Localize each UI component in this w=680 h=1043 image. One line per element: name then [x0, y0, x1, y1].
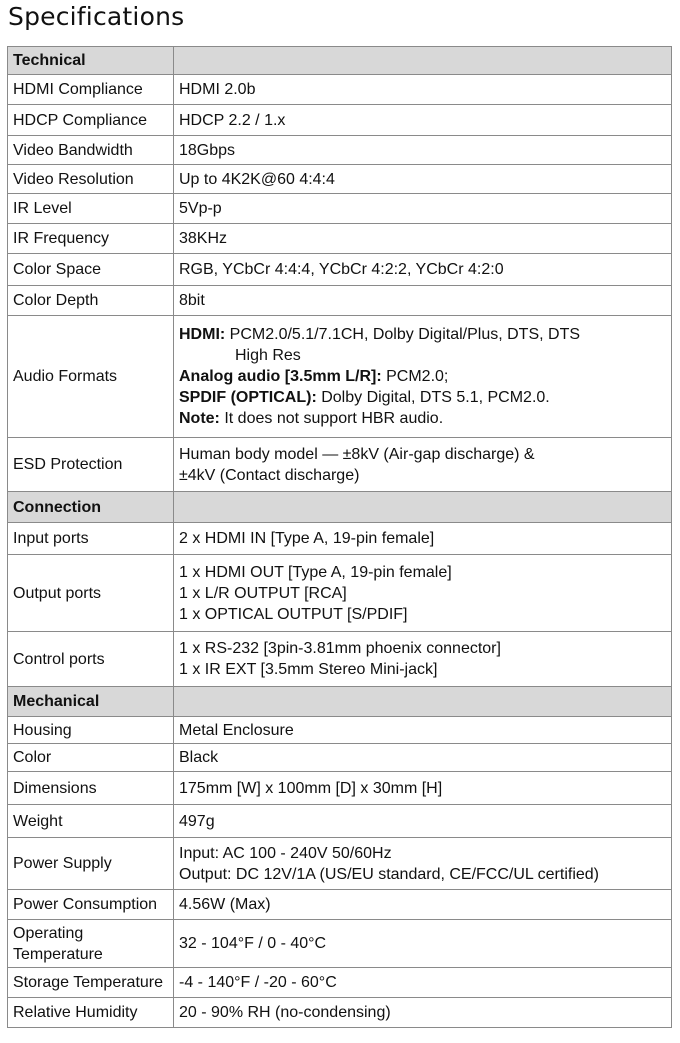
spec-label: Audio Formats: [8, 316, 174, 438]
spec-value: 18Gbps: [174, 136, 672, 165]
spec-value: 175mm [W] x 100mm [D] x 30mm [H]: [174, 772, 672, 805]
section-title: Connection: [8, 492, 174, 523]
operating-temp-label-1: Operating: [13, 924, 84, 942]
spec-value: [174, 316, 672, 438]
control-port-line: 1 x IR EXT [3.5mm Stereo Mini-jack]: [179, 661, 438, 678]
output-port-line: 1 x OPTICAL OUTPUT [S/PDIF]: [179, 605, 408, 623]
table-row: [8, 805, 672, 838]
spec-label: ESD Protection: [8, 438, 174, 492]
spec-label: Control ports: [8, 632, 174, 687]
spec-value: Black: [174, 744, 672, 772]
spec-value: 32 - 104°F / 0 - 40°C: [174, 920, 672, 968]
spec-value: 20 - 90% RH (no-condensing): [174, 998, 672, 1028]
spec-label: Video Bandwidth: [8, 136, 174, 165]
table-row: [8, 632, 672, 687]
power-supply-line: Input: AC 100 - 240V 50/60Hz: [179, 844, 392, 862]
section-header-connection: [8, 492, 672, 523]
section-header-blank: [174, 687, 672, 717]
spec-value: 5Vp-p: [174, 194, 672, 224]
table-row: [8, 772, 672, 805]
spec-label: HDCP Compliance: [8, 105, 174, 136]
audio-note-value: It does not support HBR audio.: [224, 410, 444, 427]
table-row: [8, 890, 672, 920]
output-port-line: 1 x HDMI OUT [Type A, 19-pin female]: [179, 563, 452, 581]
spec-value: 4.56W (Max): [174, 890, 672, 920]
control-port-line: 1 x RS-232 [3pin-3.81mm phoenix connector]: [179, 640, 501, 657]
table-row: [8, 224, 672, 254]
specifications-table: [7, 46, 672, 1028]
spec-value: [174, 838, 672, 890]
section-header-technical: [8, 47, 672, 75]
spec-label: IR Frequency: [8, 224, 174, 254]
spec-value: -4 - 140°F / -20 - 60°C: [174, 968, 672, 998]
spec-value: HDCP 2.2 / 1.x: [174, 105, 672, 136]
spec-value: RGB, YCbCr 4:4:4, YCbCr 4:2:2, YCbCr 4:2:0: [174, 254, 672, 286]
audio-note-line: [179, 408, 666, 429]
audio-hdmi-cont: High Res: [235, 347, 301, 364]
spec-label: [8, 920, 174, 968]
table-row: [8, 194, 672, 224]
spec-value: 8bit: [174, 286, 672, 316]
table-row-esd: [8, 438, 672, 492]
spec-label: Weight: [8, 805, 174, 838]
spec-value: [174, 632, 672, 687]
spec-label: Dimensions: [8, 772, 174, 805]
operating-temp-label-2: Temperature: [13, 945, 103, 963]
audio-analog-label: Analog audio [3.5mm L/R]:: [179, 368, 382, 385]
table-row: [8, 254, 672, 286]
audio-hdmi-label: HDMI:: [179, 326, 226, 343]
spec-label: Input ports: [8, 523, 174, 555]
spec-label: Color Depth: [8, 286, 174, 316]
esd-line-1: Human body model — ±8kV (Air-gap discharge) &: [179, 445, 535, 463]
page-title: Specifications: [8, 2, 185, 31]
table-row: [8, 717, 672, 744]
table-row: [8, 165, 672, 194]
table-row: [8, 744, 672, 772]
spec-label: Color Space: [8, 254, 174, 286]
spec-label: Power Consumption: [8, 890, 174, 920]
power-supply-line: Output: DC 12V/1A (US/EU standard, CE/FCC/UL certified): [179, 865, 600, 883]
table-row: [8, 523, 672, 555]
audio-analog-value: PCM2.0;: [386, 368, 449, 385]
audio-note-label: Note:: [179, 410, 220, 427]
spec-label: Power Supply: [8, 838, 174, 890]
section-header-blank: [174, 47, 672, 75]
table-row: [8, 968, 672, 998]
audio-hdmi-line: [179, 324, 666, 345]
esd-line-2: ±4kV (Contact discharge): [179, 466, 360, 484]
spec-label: Storage Temperature: [8, 968, 174, 998]
audio-spdif-line: [179, 387, 666, 408]
table-row: [8, 555, 672, 632]
spec-label: Relative Humidity: [8, 998, 174, 1028]
audio-spdif-value: Dolby Digital, DTS 5.1, PCM2.0.: [321, 389, 550, 406]
table-row: [8, 838, 672, 890]
spec-label: Video Resolution: [8, 165, 174, 194]
table-row-audio-formats: [8, 316, 672, 438]
spec-label: Color: [8, 744, 174, 772]
spec-label: HDMI Compliance: [8, 75, 174, 105]
output-port-line: 1 x L/R OUTPUT [RCA]: [179, 584, 347, 602]
audio-hdmi-value: PCM2.0/5.1/7.1CH, Dolby Digital/Plus, DTS, DTS: [229, 326, 581, 343]
audio-analog-line: [179, 366, 666, 387]
spec-value: Metal Enclosure: [174, 717, 672, 744]
table-row: [8, 998, 672, 1028]
section-title: Technical: [8, 47, 174, 75]
spec-value: [174, 555, 672, 632]
table-row: [8, 286, 672, 316]
spec-label: Housing: [8, 717, 174, 744]
spec-value: 2 x HDMI IN [Type A, 19-pin female]: [174, 523, 672, 555]
section-header-mechanical: [8, 687, 672, 717]
spec-value: 497g: [174, 805, 672, 838]
spec-value: 38KHz: [174, 224, 672, 254]
table-row: [8, 75, 672, 105]
section-title: Mechanical: [8, 687, 174, 717]
spec-label: IR Level: [8, 194, 174, 224]
spec-label: Output ports: [8, 555, 174, 632]
audio-spdif-label: SPDIF (OPTICAL):: [179, 389, 317, 406]
table-row: [8, 920, 672, 968]
section-header-blank: [174, 492, 672, 523]
spec-value: [174, 438, 672, 492]
spec-value: Up to 4K2K@60 4:4:4: [174, 165, 672, 194]
table-row: [8, 105, 672, 136]
spec-value: HDMI 2.0b: [174, 75, 672, 105]
table-row: [8, 136, 672, 165]
